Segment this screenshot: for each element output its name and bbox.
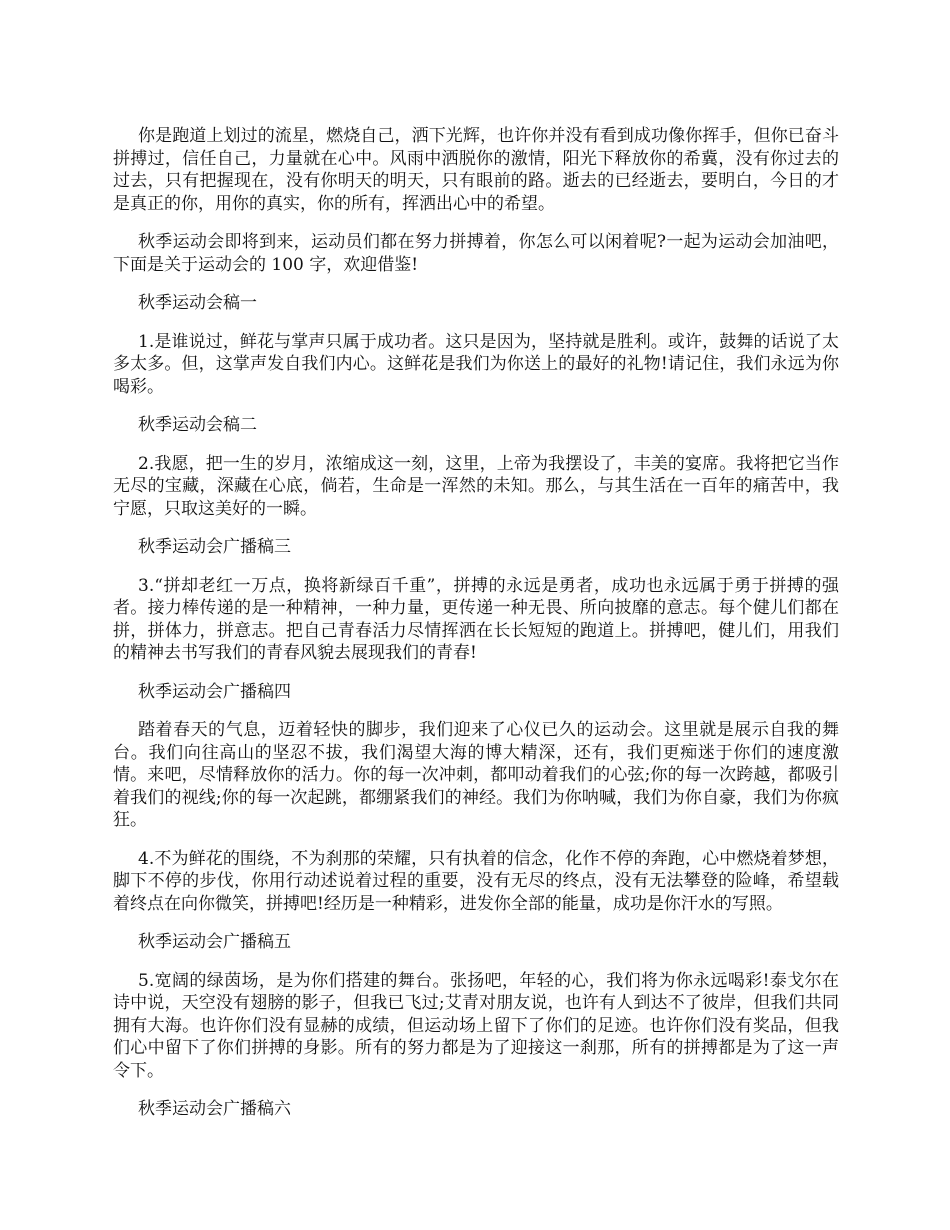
section-2-paragraph: 2.我愿，把一生的岁月，浓缩成这一刻，这里，上帝为我摆设了，丰美的宴席。我将把它当作无尽的宝藏，深藏在心底，倘若，生命是一浑然的未知。那么，与其生活在一百年的痛苦中，我宁愿，只取这美好的一瞬。 [113,453,839,519]
section-5-paragraph: 5.宽阔的绿茵场，是为你们搭建的舞台。张扬吧，年轻的心，我们将为你永远喝彩!泰戈尔在诗中说，天空没有翅膀的影子，但我已飞过;艾青对朋友说，也许有人到达不了彼岸，但我们共同拥有大海。也许你们没有显赫的成绩，但运动场上留下了你们的足迹。也许你们没有奖品，但我们心中留下了你们拼搏的身影。所有的努力都是为了迎接这一刹那，所有的拼搏都是为了这一声令下。 [113,970,839,1081]
section-heading-2: 秋季运动会稿二 [138,415,257,435]
section-1-paragraph: 1.是谁说过，鲜花与掌声只属于成功者。这只是因为，坚持就是胜利。或许，鼓舞的话说了太多太多。但，这掌声发自我们内心。这鲜花是我们为你送上的最好的礼物!请记住，我们永远为你喝彩。 [113,331,839,397]
section-heading-4: 秋季运动会广播稿四 [138,681,291,702]
section-heading-1: 秋季运动会稿一 [138,293,257,313]
intro-paragraph-2: 秋季运动会即将到来，运动员们都在努力拼搏着，你怎么可以闲着呢?一起为运动会加油吧，下面是关于运动会的 100 字，欢迎借鉴! [113,232,839,275]
section-heading-5: 秋季运动会广播稿五 [138,932,291,952]
section-heading-6: 秋季运动会广播稿六 [138,1099,291,1119]
section-3-paragraph: 3.“拼却老红一万点，换将新绿百千重”，拼搏的永远是勇者，成功也永远属于勇于拼搏的强者。接力棒传递的是一种精神，一种力量，更传递一种无畏、所向披靡的意志。每个健儿们都在拼，拼体力，拼意志。把自己青春活力尽情挥洒在长长短短的跑道上。拼搏吧，健儿们，用我们的精神去书写我们的青春风貌去展现我们的青春! [113,575,839,663]
section-4-paragraph-1: 踏着春天的气息，迈着轻快的脚步，我们迎来了心仪已久的运动会。这里就是展示自我的舞台。我们向往高山的坚忍不拔，我们渴望大海的博大精深，还有，我们更痴迷于你们的速度激情。来吧，尽情释放你的活力。你的每一次冲刺，都叩动着我们的心弦;你的每一次跨越，都吸引着我们的视线;你的每一次起跳，都绷紧我们的神经。我们为你呐喊，我们为你自豪，我们为你疯狂。 [113,720,839,830]
section-4-paragraph-2: 4.不为鲜花的围绕，不为刹那的荣耀，只有执着的信念，化作不停的奔跑，心中燃烧着梦想，脚下不停的步伐，你用行动述说着过程的重要，没有无尽的终点，没有无法攀登的险峰，希望载着终点在向你微笑，拼搏吧!经历是一种精彩，进发你全部的能量，成功是你汗水的写照。 [113,848,839,914]
intro-paragraph-1: 你是跑道上划过的流星，燃烧自己，洒下光辉，也许你并没有看到成功像你挥手，但你已奋斗拼搏过，信任自己，力量就在心中。风雨中洒脱你的激情，阳光下释放你的希冀，没有你过去的过去，只有把握现在，没有你明天的明天，只有眼前的路。逝去的已经逝去，要明白，今日的才是真正的你，用你的真实，你的所有，挥洒出心中的希望。 [113,126,839,214]
document-page [113,125,839,1137]
section-heading-3: 秋季运动会广播稿三 [138,537,291,557]
